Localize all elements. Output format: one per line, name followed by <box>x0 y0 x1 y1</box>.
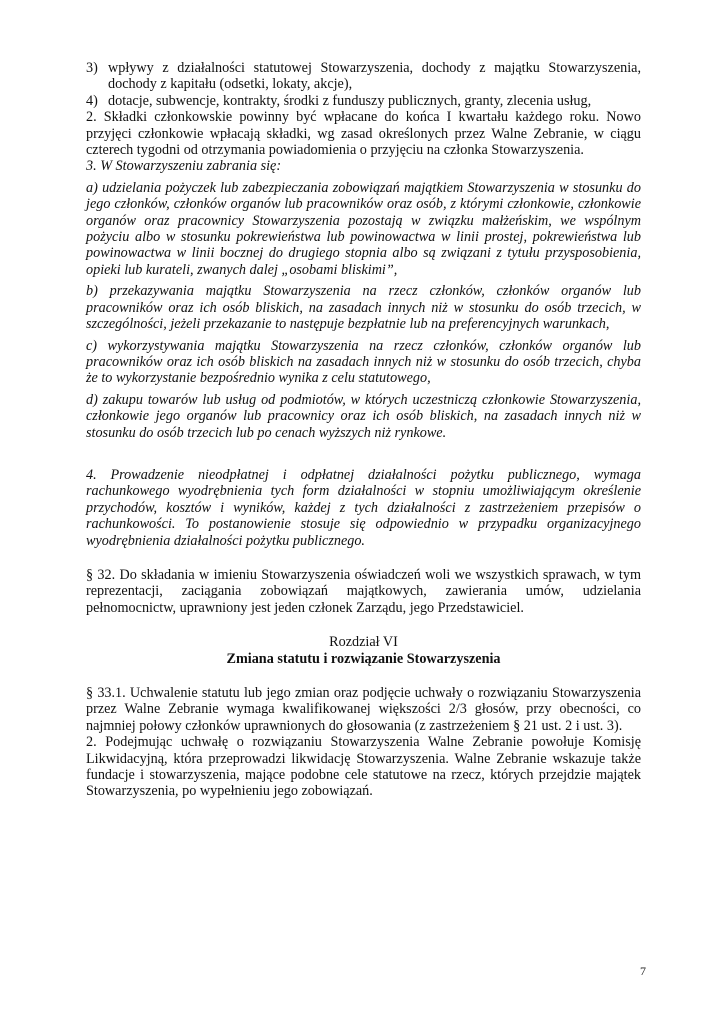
section-33-2: 2. Podejmując uchwałę o rozwiązaniu Stowarzyszenia Walne Zebranie powołuje Komisję Likwidacyjną, która przeprowadzi likwidację Stowarzyszenia. Walne Zebranie wskazuje także fundacje i stowarzyszenia, mające podobne cele statutowe na rzecz, których przejdzie majątek Stowarzyszenia, po wypełnieniu jego zobowiązań. <box>86 734 641 800</box>
section-33-1: § 33.1. Uchwalenie statutu lub jego zmian oraz podjęcie uchwały o rozwiązaniu Stowarzyszenia przez Walne Zebranie wymaga kwalifikowanej większości 2/3 głosów, przy obecności, co najmniej połowy członków uprawnionych do głosowania (z zastrzeżeniem § 21 ust. 2 i ust. 3). <box>86 685 641 734</box>
chapter-title: Zmiana statutu i rozwiązanie Stowarzyszenia <box>226 650 501 667</box>
paragraph-prohibitions-heading: 3. W Stowarzyszeniu zabrania się: <box>86 158 282 175</box>
prohibition-item-a: a) udzielania pożyczek lub zabezpieczania zobowiązań majątkiem Stowarzyszenia w stosunku do jego członków, członków organów lub pracowników oraz osób, z którymi członkowie, członkowie organów oraz pracownicy Stowarzyszenia pozostają w związku małżeńskim, we wspólnym pożyciu albo w stosunku pokrewieństwa lub powinowactwa w linii prostej, pokrewieństwa lub powinowactwa w linii bocznej do drugiego stopnia albo są związani z tytułu przysposobienia, opieki lub kurateli, zwanych dalej „osobami bliskimi”, <box>86 179 641 278</box>
list-number: 4) <box>86 92 98 109</box>
paragraph-membership-fees: 2. Składki członkowskie powinny być wpłacane do końca I kwartału każdego roku. Nowo przyjęci członkowie wpłacają składki, wg zasad określonych przez Walne Zebranie, w ciągu czterech tygodni od otrzymania powiadomienia o przyjęciu na członka Stowarzyszenia. <box>86 109 641 159</box>
prohibition-item-b: b) przekazywania majątku Stowarzyszenia na rzecz członków, członków organów lub pracowników oraz ich osób bliskich, na zasadach innych niż w stosunku do osób trzecich, w szczególności, jeżeli przekazanie to następuje bezpłatnie lub na preferencyjnych warunkach, <box>86 283 641 333</box>
list-text: wpływy z działalności statutowej Stowarzyszenia, dochody z majątku Stowarzyszenia, dochody z kapitału (odsetki, lokaty, akcje), <box>108 60 641 93</box>
document-page <box>86 60 641 800</box>
page-number: 7 <box>640 964 646 978</box>
prohibition-item-c: c) wykorzystywania majątku Stowarzyszenia na rzecz członków, członków organów lub pracowników oraz ich osób bliskich na zasadach innych niż w stosunku do osób trzecich, chyba że to wykorzystanie bezpośrednio wynika z celu statutowego, <box>86 337 641 387</box>
list-text: dotacje, subwencje, kontrakty, środki z funduszy publicznych, granty, zlecenia usług, <box>108 92 592 109</box>
prohibition-item-d: d) zakupu towarów lub usług od podmiotów, w których uczestniczą członkowie Stowarzyszenia, członkowie jego organów lub pracownicy oraz ich osób bliskich, na zasadach innych niż w stosunku do osób trzecich lub po cenach wyższych niż rynkowe. <box>86 391 641 441</box>
list-number: 3) <box>86 60 98 76</box>
income-list-item-4 <box>86 93 641 109</box>
chapter-number: Rozdział VI <box>329 634 398 651</box>
income-list-item-3 <box>86 60 641 93</box>
paragraph-public-benefit: 4. Prowadzenie nieodpłatnej i odpłatnej działalności pożytku publicznego, wymaga rachunkowego wyodrębnienia tych form działalności w stopniu umożliwiającym określenie przychodów, kosztów i wyników, każdej z tych działalności z zastrzeżeniem przepisów o rachunkowości. To postanowienie stosuje się odpowiednio w przypadku organizacyjnego wyodrębnienia działalności pożytku publicznego. <box>86 466 641 549</box>
section-32: § 32. Do składania w imieniu Stowarzyszenia oświadczeń woli we wszystkich sprawach, w tym reprezentacji, zaciągania zobowiązań majątkowych, zawierania umów, udzielania pełnomocnictw, uprawniony jest jeden członek Zarządu, jego Przedstawiciel. <box>86 566 641 616</box>
